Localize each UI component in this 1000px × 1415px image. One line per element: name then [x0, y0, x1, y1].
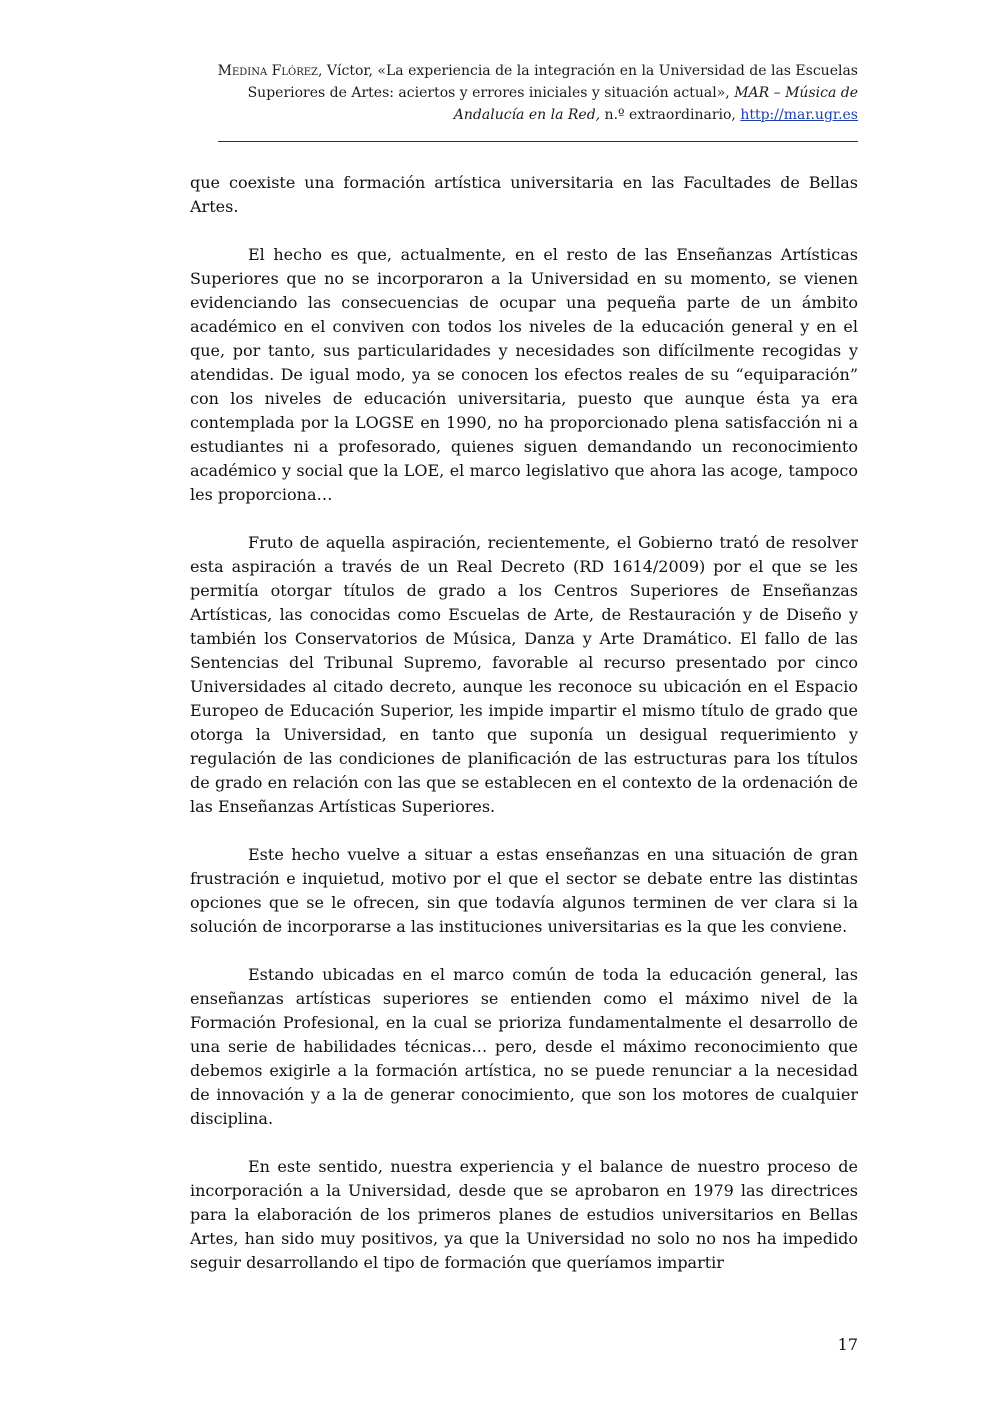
header-divider [218, 141, 858, 142]
paragraph: Fruto de aquella aspiración, recientemente, el Gobierno trató de resolver esta aspiración a través de un Real Decreto (RD 1614/2009) por el que se les permitía otorgar títulos de grado a los Centros Superiores de Enseñanzas Artísticas, las conocidas como Escuelas de Arte, de Restauración y de Diseño y también los Conservatorios de Música, Danza y Arte Dramático. El fallo de las Sentencias del Tribunal Supremo, favorable al recurso presentado por cinco Universidades al citado decreto, aunque les reconoce su ubicación en el Espacio Europeo de Educación Superior, les impide impartir el mismo título de grado que otorga la Universidad, en tanto que suponía un desigual requerimiento y regulación de las condiciones de planificación de las estructuras para los títulos de grado en relación con las que se establecen en el contexto de la ordenación de las Enseñanzas Artísticas Superiores. [190, 533, 858, 816]
page-number: 17 [837, 1335, 858, 1354]
article-body [190, 171, 858, 1299]
paragraph-continuation: que coexiste una formación artística universitaria en las Facultades de Bellas Artes. [190, 173, 858, 216]
paragraph: El hecho es que, actualmente, en el resto de las Enseñanzas Artísticas Superiores que no se incorporaron a la Universidad en su momento, se vienen evidenciando las consecuencias de ocupar una pequeña parte de un ámbito académico en el conviven con todos los niveles de la educación general y en el que, por tanto, sus particularidades y necesidades son difícilmente recogidas y atendidas. De igual modo, ya se conocen los efectos reales de su “equiparación” con los niveles de educación universitaria, puesto que aunque ésta ya era contemplada por la LOGSE en 1990, no ha proporcionado plena satisfacción ni a estudiantes ni a profesorado, quienes siguen demandando un reconocimiento académico y social que la LOE, el marco legislativo que ahora las acoge, tampoco les proporciona… [190, 245, 858, 504]
header-author: Medina Flórez [217, 63, 318, 79]
header-journal-title: MAR – Música de Andalucía en la Red, [453, 85, 858, 123]
header-citation-part1: , Víctor, «La experiencia de la integración en la Universidad de las Escuelas Superiores de Artes: aciertos y errores iniciales y situación actual», [247, 63, 858, 101]
header-journal-link[interactable]: http://mar.ugr.es [740, 107, 858, 123]
paragraph: En este sentido, nuestra experiencia y el balance de nuestro proceso de incorporación a la Universidad, desde que se aprobaron en 1979 las directrices para la elaboración de los primeros planes de estudios universitarios en Bellas Artes, han sido muy positivos, ya que la Universidad no solo no nos ha impedido seguir desarrollando el tipo de formación que queríamos impartir [190, 1157, 858, 1272]
paragraph: Este hecho vuelve a situar a estas enseñanzas en una situación de gran frustración e inquietud, motivo por el que el sector se debate entre las distintas opciones que se le ofrecen, sin que todavía algunos terminen de ver clara si la solución de incorporarse a las instituciones universitarias es la que les conviene. [190, 845, 858, 936]
header-citation-part2: n.º extraordinario, [600, 107, 741, 123]
running-header [200, 60, 858, 126]
paragraph: Estando ubicadas en el marco común de toda la educación general, las enseñanzas artísticas superiores se entienden como el máximo nivel de la Formación Profesional, en la cual se prioriza fundamentalmente el desarrollo de una serie de habilidades técnicas… pero, desde el máximo reconocimiento que debemos exigirle a la formación artística, no se puede renunciar a la necesidad de innovación y a la de generar conocimiento, que son los motores de cualquier disciplina. [190, 965, 858, 1128]
